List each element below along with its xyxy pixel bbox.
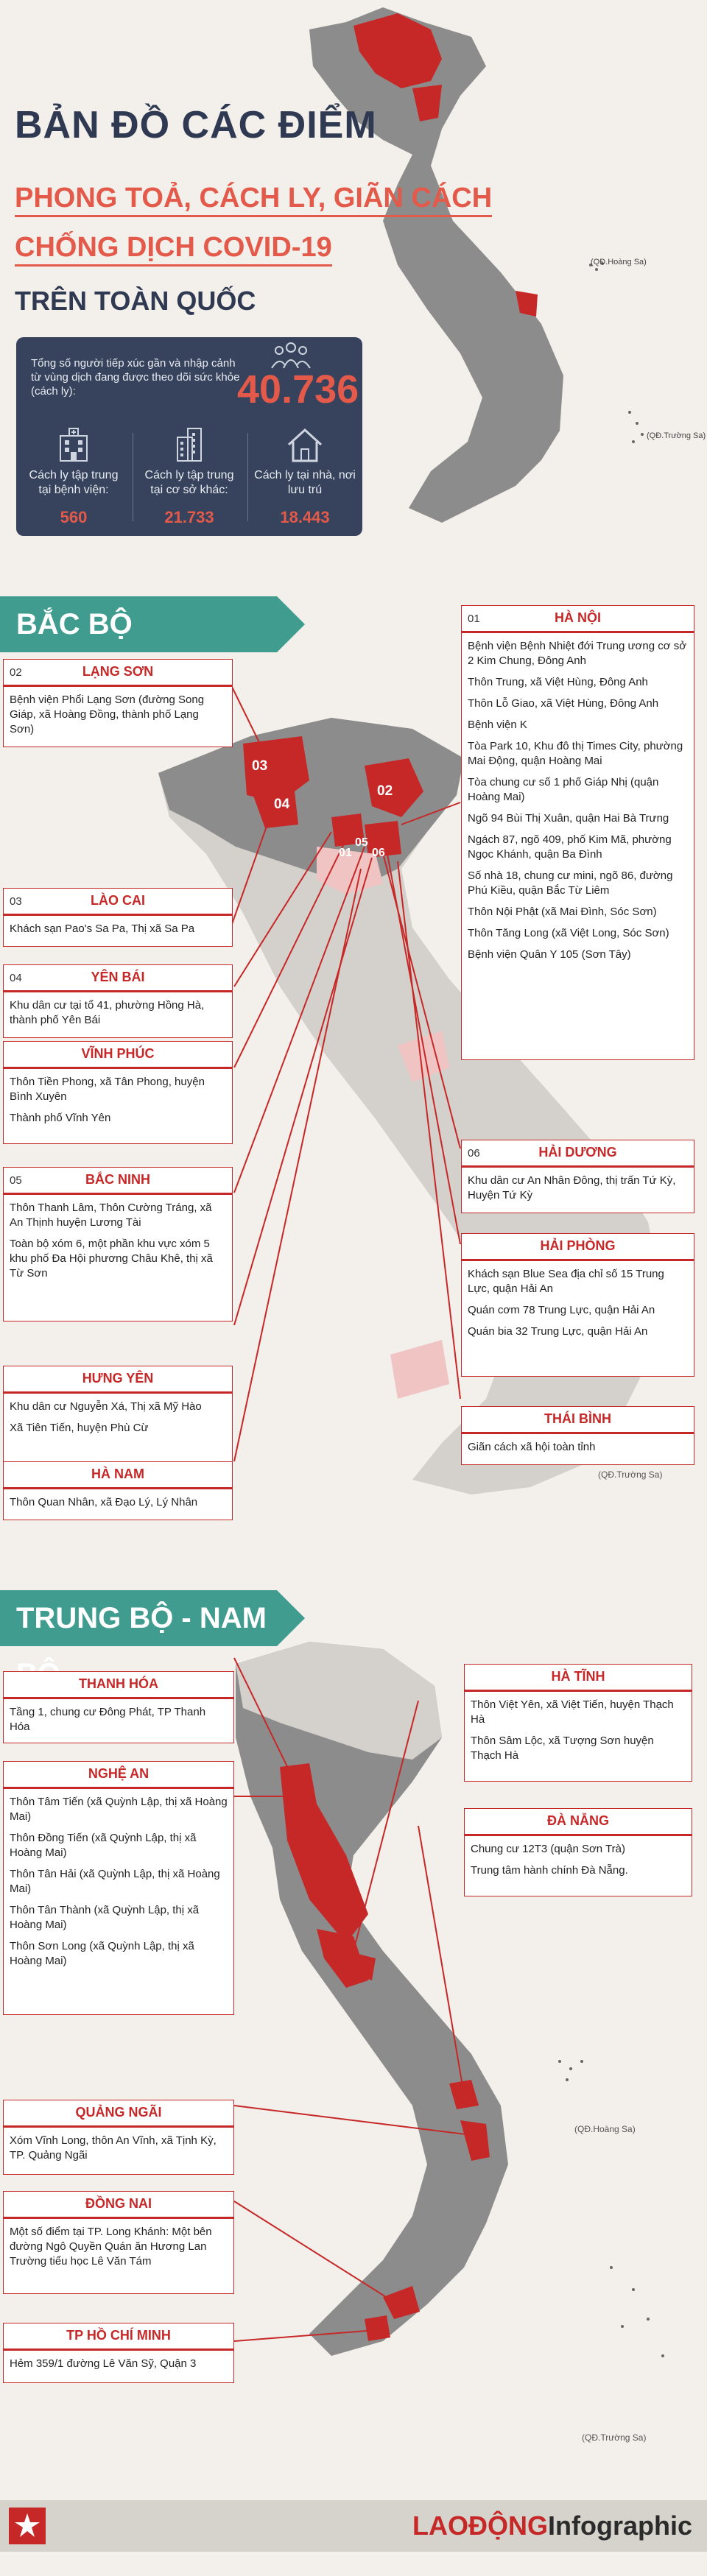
- province-name: BẮC NINH: [85, 1172, 150, 1187]
- list-item: Ngõ 94 Bùi Thị Xuân, quận Hai Bà Trưng: [468, 812, 669, 825]
- province-box-dong-nai: [3, 2191, 234, 2294]
- map-number-04: 04: [274, 797, 290, 812]
- list-item: Xã Tiên Tiến, huyện Phù Cừ: [10, 1422, 149, 1434]
- map-number-06: 06: [372, 847, 385, 859]
- section-banner-bac-bo: BẮC BỘ: [0, 596, 277, 652]
- province-name: HÀ NAM: [91, 1467, 144, 1481]
- province-name: THÁI BÌNH: [544, 1411, 611, 1426]
- list-item: Khách sạn Pao's Sa Pa, Thị xã Sa Pa: [10, 922, 195, 935]
- province-header: [4, 1762, 233, 1789]
- subtitle-line-2: CHỐNG DỊCH COVID-19: [15, 232, 332, 264]
- list-item: Một số điểm tại TP. Long Khánh: Một bên đường Ngô Quyền Quán ăn Hương Lan Trường tiểu học Lê Văn Tám: [10, 2226, 212, 2268]
- stats-total: 40.736: [237, 367, 359, 412]
- province-header: [465, 1809, 692, 1836]
- truong-sa-label: (QĐ.Trường Sa): [598, 1469, 663, 1480]
- list-item: Thôn Tân Hải (xã Quỳnh Lập, thị xã Hoàng Mai): [10, 1868, 220, 1895]
- province-header: [4, 889, 232, 916]
- province-number: 01: [468, 613, 480, 625]
- stats-divider: [247, 433, 248, 521]
- list-item: Thôn Sâm Lộc, xã Tượng Sơn huyện Thạch Hà: [471, 1735, 654, 1762]
- list-item: Tòa Park 10, Khu đô thị Times City, phường Mai Động, quận Hoàng Mai: [468, 740, 683, 767]
- main-title: BẢN ĐỒ CÁC ĐIỂM: [15, 104, 377, 147]
- province-box-vinh-phuc: [3, 1041, 233, 1144]
- province-header: [465, 1665, 692, 1692]
- subtitle-line-1: PHONG TOẢ, CÁCH LY, GIÃN CÁCH: [15, 183, 492, 214]
- list-item: Toàn bộ xóm 6, một phần khu vực xóm 5 khu phố Đa Hội phương Châu Khê, thị xã Từ Sơn: [10, 1238, 213, 1280]
- province-box-thai-binh: [461, 1406, 694, 1465]
- province-box-da-nang: [464, 1808, 692, 1896]
- province-header: [4, 965, 232, 992]
- province-name: HẢI PHÒNG: [540, 1238, 616, 1253]
- stat-home-value: 18.443: [280, 508, 330, 526]
- list-item: Thôn Sơn Long (xã Quỳnh Lập, thị xã Hoàng Mai): [10, 1940, 194, 1967]
- province-box-hai-duong: [461, 1140, 694, 1213]
- map-number-03: 03: [252, 758, 268, 774]
- section-banner-trung-nam-bo: TRUNG BỘ - NAM: [0, 1590, 277, 1646]
- province-box-ha-nam: [3, 1461, 233, 1520]
- list-item: Thôn Quan Nhân, xã Đạo Lý, Lý Nhân: [10, 1496, 198, 1508]
- province-header: [462, 1140, 694, 1168]
- map-number-05: 05: [355, 836, 368, 849]
- province-name: NGHỆ AN: [88, 1766, 150, 1781]
- house-icon: [286, 426, 324, 464]
- province-name: LẠNG SƠN: [82, 664, 154, 679]
- province-box-lang-son: [3, 659, 233, 747]
- province-name: HÀ NỘI: [555, 610, 601, 625]
- province-name: ĐỒNG NAI: [85, 2196, 152, 2211]
- province-box-hung-yen: [3, 1366, 233, 1469]
- province-header: [4, 1168, 232, 1195]
- stat-other-value: 21.733: [164, 508, 214, 526]
- province-name: YÊN BÁI: [91, 970, 145, 984]
- list-item: Quán bia 32 Trung Lực, quận Hải An: [468, 1325, 648, 1338]
- province-number: 04: [10, 972, 22, 984]
- province-name: HẢI DƯƠNG: [538, 1145, 617, 1160]
- stats-panel: [16, 337, 362, 536]
- province-box-yen-bai: [3, 964, 233, 1038]
- list-item: Chung cư 12T3 (quận Sơn Trà): [471, 1843, 625, 1855]
- hospital-icon: [54, 426, 93, 464]
- list-item: Hẻm 359/1 đường Lê Văn Sỹ, Quận 3: [10, 2357, 197, 2370]
- province-header: [4, 1042, 232, 1069]
- stat-hospital-value: 560: [60, 508, 88, 526]
- province-box-ha-tinh: [464, 1664, 692, 1782]
- list-item: Thôn Nội Phật (xã Mai Đình, Sóc Sơn): [468, 906, 657, 918]
- laodong-logo: [9, 2508, 46, 2544]
- province-box-tp-hcm: [3, 2323, 234, 2383]
- stat-hospital-label: Cách ly tập trung tại bệnh viện:: [29, 469, 119, 496]
- map-number-02: 02: [377, 783, 393, 799]
- list-item: Thôn Lỗ Giao, xã Việt Hùng, Đông Anh: [468, 697, 659, 710]
- list-item: Bệnh viện Phổi Lạng Sơn (đường Song Giáp, xã Hoàng Đồng, thành phố Lạng Sơn): [10, 694, 205, 735]
- list-item: Bệnh viện K: [468, 719, 527, 731]
- brand-wordmark: [412, 2510, 692, 2541]
- province-box-thanh-hoa: [3, 1671, 234, 1743]
- list-item: Bệnh viện Bệnh Nhiệt đới Trung ương cơ sở 2 Kim Chung, Đông Anh: [468, 640, 687, 667]
- province-box-ha-noi: [461, 605, 694, 1060]
- list-item: Bệnh viện Quân Y 105 (Sơn Tây): [468, 948, 631, 961]
- list-item: Thôn Trung, xã Việt Hùng, Đông Anh: [468, 676, 648, 688]
- province-name: THANH HÓA: [79, 1676, 158, 1691]
- province-number: 02: [10, 666, 22, 679]
- province-header: [4, 2323, 233, 2351]
- province-header: [4, 660, 232, 687]
- footer: [0, 2500, 707, 2552]
- province-box-quang-ngai: [3, 2100, 234, 2175]
- people-icon: [270, 340, 312, 370]
- province-header: [4, 1462, 232, 1489]
- province-box-hai-phong: [461, 1233, 694, 1377]
- brand-laodong: LAOĐỘNG: [412, 2510, 548, 2541]
- stat-home: [253, 426, 356, 527]
- list-item: Thành phố Vĩnh Yên: [10, 1112, 111, 1124]
- stat-other-label: Cách ly tập trung tại cơ sở khác:: [144, 469, 234, 496]
- province-box-nghe-an: [3, 1761, 234, 2015]
- stat-other: [138, 426, 241, 527]
- stat-home-label: Cách ly tại nhà, nơi lưu trú: [254, 469, 356, 496]
- star-icon: [9, 2508, 46, 2544]
- province-header: [462, 1234, 694, 1261]
- list-item: Tòa chung cư số 1 phố Giáp Nhị (quận Hoàng Mai): [468, 776, 659, 803]
- province-number: 05: [10, 1174, 22, 1187]
- stats-intro: Tổng số người tiếp xúc gần và nhập cảnh từ vùng dịch đang được theo dõi sức khỏe (cách ly):: [31, 357, 240, 398]
- list-item: Thôn Đồng Tiến (xã Quỳnh Lập, thị xã Hoàng Mai): [10, 1832, 197, 1859]
- province-name: TP HỒ CHÍ MINH: [66, 2328, 171, 2343]
- list-item: Trung tâm hành chính Đà Nẵng.: [471, 1864, 628, 1877]
- list-item: Tầng 1, chung cư Đông Phát, TP Thanh Hóa: [10, 1706, 206, 1733]
- list-item: Thôn Tâm Tiến (xã Quỳnh Lập, thị xã Hoàng Mai): [10, 1796, 228, 1823]
- map-number-01: 01: [339, 847, 352, 859]
- list-item: Số nhà 18, chung cư mini, ngõ 86, đường Phú Kiều, quận Bắc Từ Liêm: [468, 869, 673, 897]
- list-item: Xóm Vĩnh Long, thôn An Vĩnh, xã Tịnh Kỳ, TP. Quảng Ngãi: [10, 2134, 217, 2162]
- province-number: 03: [10, 895, 22, 908]
- list-item: Khu dân cư Nguyễn Xá, Thị xã Mỹ Hào: [10, 1400, 202, 1413]
- province-name: VĨNH PHÚC: [81, 1046, 155, 1061]
- truong-sa-label: (QĐ.Trường Sa): [647, 431, 706, 440]
- list-item: Thôn Tăng Long (xã Việt Long, Sóc Sơn): [468, 927, 669, 939]
- list-item: Quán cơm 78 Trung Lực, quận Hải An: [468, 1304, 655, 1316]
- province-header: [4, 2100, 233, 2128]
- list-item: Thôn Việt Yên, xã Việt Tiến, huyện Thạch Hà: [471, 1698, 674, 1726]
- province-name: HƯNG YÊN: [82, 1371, 154, 1386]
- list-item: Khu dân cư An Nhân Đông, thị trấn Tứ Kỳ, Huyện Tứ Kỳ: [468, 1174, 676, 1201]
- province-box-bac-ninh: [3, 1167, 233, 1321]
- province-number: 06: [468, 1147, 480, 1160]
- province-header: [4, 1672, 233, 1699]
- list-item: Thôn Tân Thành (xã Quỳnh Lập, thị xã Hoàng Mai): [10, 1904, 200, 1931]
- province-name: HÀ TĨNH: [551, 1669, 605, 1684]
- province-name: ĐÀ NẴNG: [547, 1813, 609, 1828]
- province-header: [462, 606, 694, 633]
- province-box-lao-cai: [3, 888, 233, 947]
- province-name: LÀO CAI: [91, 893, 145, 908]
- hoang-sa-label: (QĐ.Hoàng Sa): [574, 2124, 636, 2134]
- list-item: Khu dân cư tại tổ 41, phường Hồng Hà, thành phố Yên Bái: [10, 999, 205, 1026]
- brand-infographic: Infographic: [548, 2510, 692, 2541]
- province-header: [462, 1407, 694, 1434]
- province-header: [4, 1366, 232, 1394]
- list-item: Giãn cách xã hội toàn tỉnh: [468, 1441, 596, 1453]
- list-item: Khách sạn Blue Sea địa chỉ số 15 Trung Lực, quận Hải An: [468, 1268, 664, 1295]
- stat-hospital: [22, 426, 125, 527]
- building-icon: [170, 426, 208, 464]
- subtitle-line-3: TRÊN TOÀN QUỐC: [15, 286, 256, 316]
- truong-sa-label: (QĐ.Trường Sa): [582, 2432, 647, 2443]
- list-item: Thôn Tiền Phong, xã Tân Phong, huyện Bình Xuyên: [10, 1076, 205, 1103]
- province-name: QUẢNG NGÃI: [75, 2105, 162, 2120]
- list-item: Ngách 87, ngõ 409, phố Kim Mã, phường Ngọc Khánh, quận Ba Đình: [468, 833, 672, 861]
- list-item: Thôn Thanh Lâm, Thôn Cường Tráng, xã An Thịnh huyện Lương Tài: [10, 1201, 212, 1229]
- province-header: [4, 2192, 233, 2219]
- hoang-sa-label: (QĐ.Hoàng Sa): [591, 258, 647, 267]
